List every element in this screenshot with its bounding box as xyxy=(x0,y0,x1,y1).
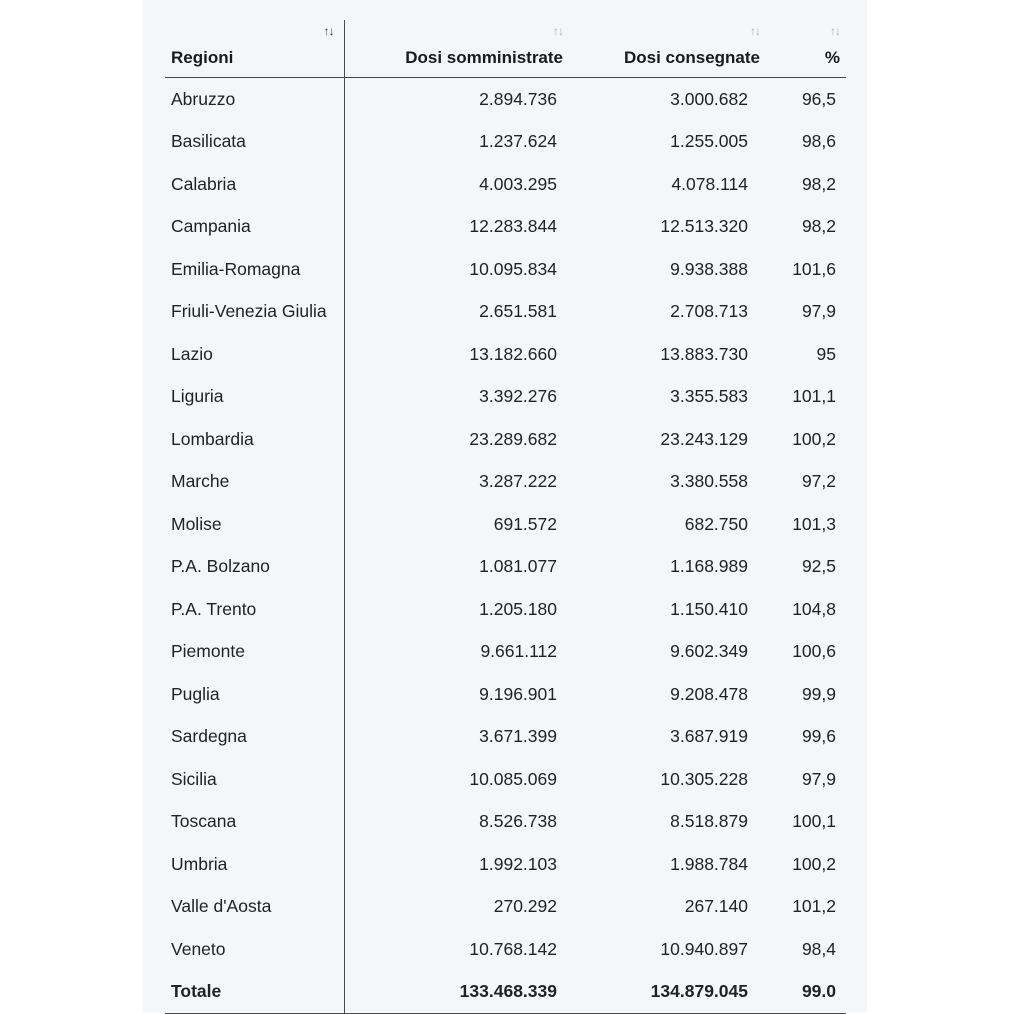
cell-percent: 98,2 xyxy=(801,216,836,237)
cell-regione: Lazio xyxy=(165,333,344,376)
cell-dosi-consegnate: 267.140 xyxy=(684,896,748,917)
cell-percent: 97,2 xyxy=(801,471,836,492)
table-row xyxy=(165,886,846,929)
cell-dosi-somministrate: 1.237.624 xyxy=(479,131,557,152)
cell-dosi-somministrate: 3.392.276 xyxy=(479,386,557,407)
cell-percent: 92,5 xyxy=(801,556,836,577)
table-row xyxy=(165,631,846,674)
cell-regione: P.A. Bolzano xyxy=(165,546,344,589)
column-header-percent[interactable] xyxy=(766,20,846,78)
cell-regione: Toscana xyxy=(165,801,344,844)
cell-regione: Molise xyxy=(165,503,344,546)
cell-dosi-somministrate: 1.205.180 xyxy=(479,598,557,619)
cell-dosi-somministrate: 1.992.103 xyxy=(479,853,557,874)
cell-regione: Basilicata xyxy=(165,121,344,164)
table-row xyxy=(165,546,846,589)
cell-percent: 98,4 xyxy=(801,938,836,959)
cell-percent: 100,1 xyxy=(792,811,836,832)
cell-regione: Valle d'Aosta xyxy=(165,886,344,929)
cell-dosi-consegnate: 3.000.682 xyxy=(670,88,748,109)
column-header-dosi-consegnate[interactable] xyxy=(569,20,766,78)
cell-dosi-consegnate: 1.255.005 xyxy=(670,131,748,152)
sort-icon[interactable]: ↑↓ xyxy=(553,24,563,38)
cell-dosi-consegnate: 1.150.410 xyxy=(670,598,748,619)
cell-dosi-somministrate: 8.526.738 xyxy=(479,811,557,832)
cell-dosi-somministrate: 9.661.112 xyxy=(480,641,557,662)
column-header-label: Dosi consegnate xyxy=(623,48,760,67)
table-row xyxy=(165,418,846,461)
cell-dosi-somministrate: 2.651.581 xyxy=(479,301,557,322)
cell-regione: P.A. Trento xyxy=(165,588,344,631)
cell-regione: Liguria xyxy=(165,376,344,419)
cell-dosi-consegnate: 12.513.320 xyxy=(660,216,748,237)
cell-dosi-somministrate: 3.287.222 xyxy=(479,471,557,492)
cell-dosi-somministrate: 9.196.901 xyxy=(479,683,557,704)
cell-dosi-consegnate: 13.883.730 xyxy=(660,343,748,364)
cell-dosi-consegnate: 23.243.129 xyxy=(660,428,748,449)
cell-dosi-somministrate: 691.572 xyxy=(493,513,557,534)
cell-dosi-somministrate: 10.768.142 xyxy=(469,938,557,959)
cell-percent: 97,9 xyxy=(801,301,836,322)
cell-percent: 104,8 xyxy=(792,598,836,619)
cell-dosi-consegnate: 10.305.228 xyxy=(660,768,748,789)
table-row xyxy=(165,758,846,801)
table-row xyxy=(165,588,846,631)
total-label: Totale xyxy=(165,971,344,1014)
table-row xyxy=(165,291,846,334)
column-header-label: % xyxy=(824,48,840,67)
cell-dosi-consegnate: 4.078.114 xyxy=(671,173,748,194)
cell-regione: Friuli-Venezia Giulia xyxy=(165,291,344,334)
cell-percent: 100,2 xyxy=(792,428,836,449)
cell-dosi-consegnate: 682.750 xyxy=(684,513,748,534)
cell-dosi-somministrate: 4.003.295 xyxy=(479,173,557,194)
table-header-row xyxy=(165,20,846,78)
cell-dosi-somministrate: 3.671.399 xyxy=(479,726,557,747)
cell-percent: 98,2 xyxy=(801,173,836,194)
cell-regione: Puglia xyxy=(165,673,344,716)
cell-regione: Abruzzo xyxy=(165,78,344,121)
cell-dosi-somministrate: 13.182.660 xyxy=(469,343,557,364)
cell-regione: Umbria xyxy=(165,843,344,886)
table-row xyxy=(165,163,846,206)
total-dosi-somministrate: 133.468.339 xyxy=(344,971,569,1014)
total-dosi-consegnate: 134.879.045 xyxy=(569,971,766,1014)
table-row xyxy=(165,801,846,844)
sort-icon[interactable]: ↑↓ xyxy=(750,24,760,38)
cell-dosi-consegnate: 9.938.388 xyxy=(670,258,748,279)
table-row xyxy=(165,928,846,971)
cell-percent: 98,6 xyxy=(801,131,836,152)
column-header-label: Regioni xyxy=(171,48,234,67)
cell-dosi-consegnate: 9.208.478 xyxy=(670,683,748,704)
cell-regione: Sicilia xyxy=(165,758,344,801)
cell-percent: 96,5 xyxy=(801,88,836,109)
cell-dosi-consegnate: 10.940.897 xyxy=(660,938,748,959)
table-row xyxy=(165,78,846,121)
cell-dosi-somministrate: 23.289.682 xyxy=(469,428,557,449)
cell-regione: Sardegna xyxy=(165,716,344,759)
cell-percent: 100,6 xyxy=(792,641,836,662)
cell-regione: Calabria xyxy=(165,163,344,206)
table-row xyxy=(165,503,846,546)
cell-regione: Veneto xyxy=(165,928,344,971)
table-row xyxy=(165,248,846,291)
total-percent: 99.0 xyxy=(766,971,846,1014)
table-row xyxy=(165,673,846,716)
cell-regione: Piemonte xyxy=(165,631,344,674)
table-row xyxy=(165,121,846,164)
table-row xyxy=(165,376,846,419)
cell-percent: 101,2 xyxy=(792,896,836,917)
cell-dosi-somministrate: 1.081.077 xyxy=(479,556,557,577)
cell-percent: 101,1 xyxy=(792,386,836,407)
cell-percent: 95 xyxy=(816,343,836,364)
cell-dosi-consegnate: 3.687.919 xyxy=(670,726,748,747)
cell-dosi-consegnate: 1.168.989 xyxy=(670,556,748,577)
table-row xyxy=(165,461,846,504)
cell-dosi-somministrate: 2.894.736 xyxy=(479,88,557,109)
cell-dosi-consegnate: 3.355.583 xyxy=(670,386,748,407)
cell-dosi-somministrate: 270.292 xyxy=(493,896,557,917)
cell-regione: Emilia-Romagna xyxy=(165,248,344,291)
cell-dosi-consegnate: 9.602.349 xyxy=(670,641,748,662)
cell-percent: 100,2 xyxy=(792,853,836,874)
cell-regione: Lombardia xyxy=(165,418,344,461)
table-row xyxy=(165,333,846,376)
sort-icon[interactable]: ↑↓ xyxy=(323,24,334,38)
cell-dosi-somministrate: 10.085.069 xyxy=(469,768,557,789)
table-row xyxy=(165,206,846,249)
cell-dosi-consegnate: 8.518.879 xyxy=(670,811,748,832)
cell-percent: 99,9 xyxy=(801,683,836,704)
cell-dosi-consegnate: 2.708.713 xyxy=(670,301,748,322)
table-total-row xyxy=(165,971,846,1014)
cell-percent: 101,6 xyxy=(792,258,836,279)
column-header-regioni[interactable] xyxy=(165,20,344,78)
cell-regione: Marche xyxy=(165,461,344,504)
cell-dosi-somministrate: 10.095.834 xyxy=(469,258,557,279)
cell-dosi-consegnate: 1.988.784 xyxy=(670,853,748,874)
cell-dosi-consegnate: 3.380.558 xyxy=(670,471,748,492)
table-row xyxy=(165,716,846,759)
cell-percent: 97,9 xyxy=(801,768,836,789)
table-body xyxy=(165,78,846,1014)
cell-percent: 101,3 xyxy=(792,513,836,534)
cell-dosi-somministrate: 12.283.844 xyxy=(469,216,557,237)
cell-regione: Campania xyxy=(165,206,344,249)
sort-icon[interactable]: ↑↓ xyxy=(830,24,840,38)
table-row xyxy=(165,843,846,886)
column-header-label: Dosi somministrate xyxy=(405,48,563,67)
cell-percent: 99,6 xyxy=(801,726,836,747)
vaccine-doses-table xyxy=(165,20,846,1014)
column-header-dosi-somministrate[interactable] xyxy=(344,20,569,78)
